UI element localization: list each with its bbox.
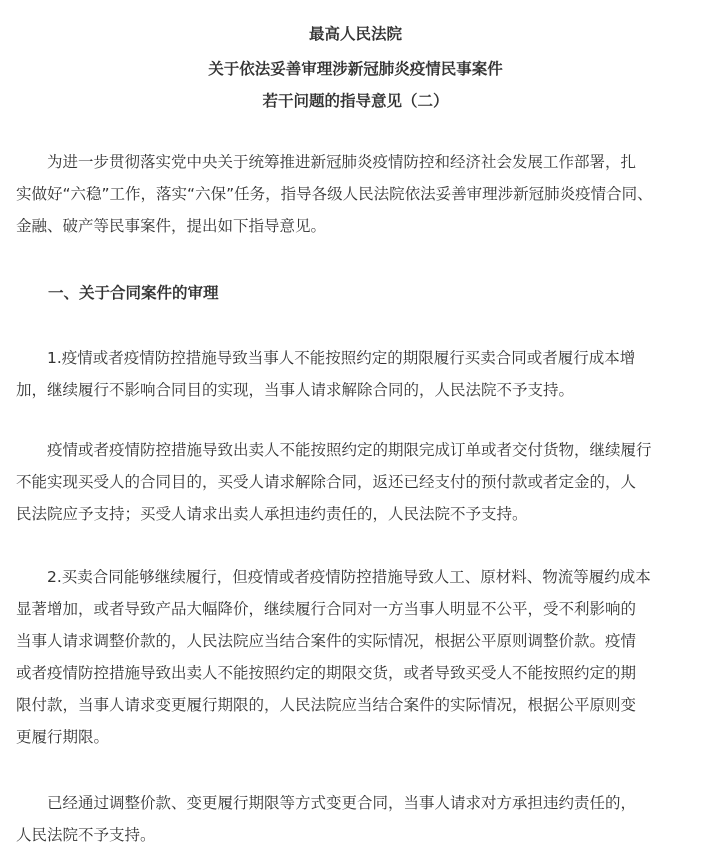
item-2-line: 当事人请求调整价款的，人民法院应当结合案件的实际情况，根据公平原则调整价款。疫情 — [16, 632, 637, 650]
item-2-second-line: 已经通过调整价款、变更履行期限等方式变更合同，当事人请求对方承担违约责任的， — [16, 794, 637, 812]
item-1-second-line: 民法院应予支持；买受人请求出卖人承担违约责任的，人民法院不予支持。 — [16, 505, 528, 523]
intro-line: 实做好“六稳”工作，落实“六保”任务，指导各级人民法院依法妥善审理涉新冠肺炎疫情合同、 — [16, 185, 653, 203]
item-1-second-line: 不能实现买受人的合同目的，买受人请求解除合同，返还已经支付的预付款或者定金的，人 — [16, 473, 637, 491]
item-1-second-line: 疫情或者疫情防控措施导致出卖人不能按照约定的期限完成订单或者交付货物，继续履行 — [16, 441, 652, 459]
item-1-line: 加，继续履行不影响合同目的实现，当事人请求解除合同的，人民法院不予支持。 — [16, 381, 575, 399]
intro-line: 为进一步贯彻落实党中央关于统筹推进新冠肺炎疫情防控和经济社会发展工作部署，扎 — [16, 153, 637, 171]
item-2-second-line: 人民法院不予支持。 — [16, 826, 156, 844]
intro-paragraph — [16, 146, 696, 242]
item-1-line: 1.疫情或者疫情防控措施导致当事人不能按照约定的期限履行买卖合同或者履行成本增 — [16, 349, 636, 367]
item-2-paragraph — [16, 561, 696, 753]
issuer-title: 最高人民法院 — [308, 25, 402, 43]
document-subtitle: 若干问题的指导意见（二） — [262, 92, 449, 110]
intro-line: 金融、破产等民事案件，提出如下指导意见。 — [16, 217, 327, 235]
section-heading: 一、关于合同案件的审理 — [48, 284, 219, 302]
item-2-line: 显著增加，或者导致产品大幅降价，继续履行合同对一方当事人明显不公平，受不利影响的 — [16, 600, 637, 618]
item-2-line: 限付款，当事人请求变更履行期限的，人民法院应当结合案件的实际情况，根据公平原则变 — [16, 696, 637, 714]
item-2-second-paragraph — [16, 787, 696, 851]
document-title: 关于依法妥善审理涉新冠肺炎疫情民事案件 — [208, 60, 503, 78]
item-1-paragraph — [16, 342, 696, 406]
item-2-line: 2.买卖合同能够继续履行，但疫情或者疫情防控措施导致人工、原材料、物流等履约成本 — [16, 568, 651, 586]
item-1-second-paragraph — [16, 434, 696, 530]
item-2-line: 更履行期限。 — [16, 728, 110, 746]
item-2-line: 或者疫情防控措施导致出卖人不能按照约定的期限交货，或者导致买受人不能按照约定的期 — [16, 664, 637, 682]
